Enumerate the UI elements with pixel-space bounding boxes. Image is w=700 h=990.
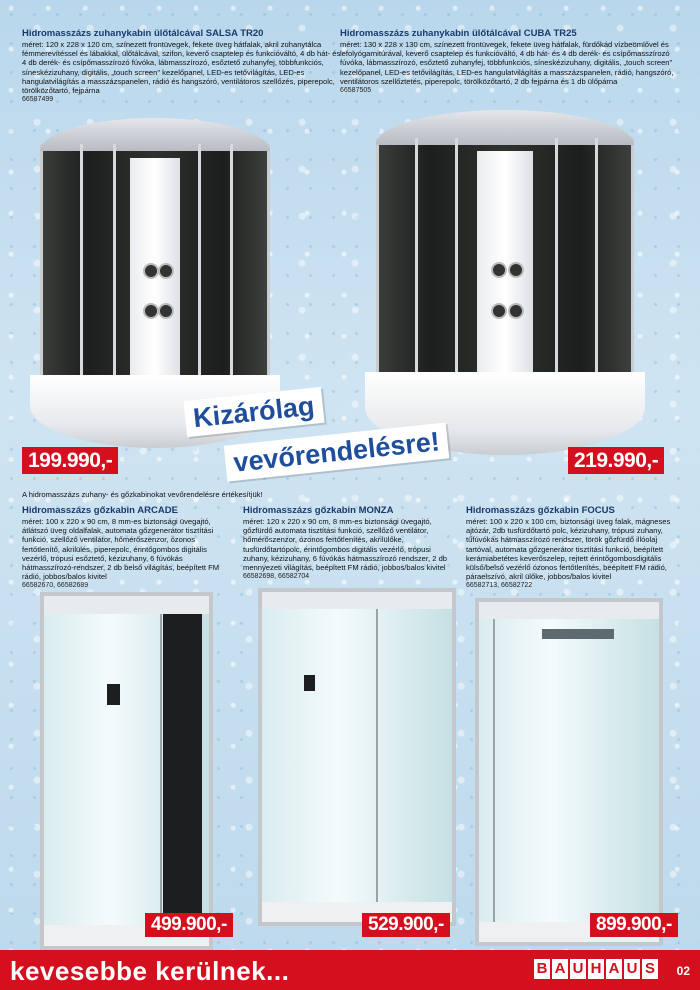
product-code: 66587505 <box>340 87 372 95</box>
price-tag: 529.900,- <box>362 913 450 937</box>
product-cuba-description <box>340 28 676 95</box>
product-arcade-description <box>22 505 227 591</box>
product-title: Hidromasszázs zuhanykabin ülőtálcával SALSA TR20 <box>22 28 264 39</box>
product-focus-description <box>466 505 681 591</box>
focus-cabin-image <box>475 598 663 946</box>
price-tag: 199.990,- <box>22 447 118 474</box>
bauhaus-logo <box>534 959 658 979</box>
product-title: Hidromasszázs zuhanykabin ülőtálcával CUBA TR25 <box>340 28 577 39</box>
logo-letter: B <box>534 959 550 979</box>
logo-letter: U <box>624 959 640 979</box>
product-title: Hidromasszázs gőzkabin MONZA <box>243 505 394 516</box>
price-tag: 499.900,- <box>145 913 233 937</box>
product-code: 66582698, 66582704 <box>243 573 310 581</box>
price-tag: 219.990,- <box>568 447 664 474</box>
product-specs: méret: 120 x 220 x 90 cm, 8 mm-es biztonsági üvegajtó, gőzfürdő automata tisztítási funkció, szellőző ventilátor, hőmérőszenzor, ózonos fertőtlenítés, akrilülőke, tusfürdőtartópolc, érintőgombos digitális vezérlő, trópusi zuhany, kézizuhany, 6 fúvókás hátmasszírozó rendszer, 2 db mennyezeti világítás, beépített FM rádió, jobbos/balos kivitel <box>243 517 448 573</box>
product-code: 66587499 <box>22 96 54 104</box>
logo-letter: A <box>552 959 568 979</box>
promo-banner <box>185 390 442 478</box>
logo-letter: A <box>606 959 622 979</box>
product-specs: méret: 120 x 228 x 120 cm, színezett frontüvegek, fekete üveg hátfalak, akril zuhanytálca fémmerevítéssel és lábakkal, ülőtálcával, szifon, keverő csaptelep és funkcióváltó, 4 db hát- és 4 db derék- és csípőmasszírozó fúvóka, lábmasszírozó, esőztető zuhanyfej, többfunkciós, síneskézizuhany, digitális, „touch screen" kezelőpanel, LED-es tetővilágítás, LED-es hangulatvilágítás a masszázspanelen, rádió és hangszóró, ventilátoros szellőzés, piperepolc, törölközőtartó, fejpárna <box>22 40 341 96</box>
product-title: Hidromasszázs gőzkabin ARCADE <box>22 505 178 516</box>
footer-slogan: kevesebbe kerülnek... <box>10 956 290 986</box>
product-specs: méret: 100 x 220 x 90 cm, 8 mm-es biztonsági üvegajtó, átlátszó üveg oldalfalak, automata gőzgenerátor tisztítási funkció, szellőző ventilátor, hőmérőszenzor, ózonos fertőtlenítő, akrilülés, piperepolc, érintőgombos digitális vezérlő, trópusi esőztető, kézizuhany, 6 fúvókás hátmasszírozó-rendszer, 2 db belső világítás, beépített FM rádió, jobbos/balos kivitel <box>22 517 220 582</box>
promo-line-1: Kizárólag <box>183 387 324 437</box>
price-tag: 899.900,- <box>590 913 678 937</box>
promo-line-2: vevőrendelésre! <box>224 422 450 481</box>
logo-letter: U <box>570 959 586 979</box>
product-code: 66582713, 66582722 <box>466 582 533 590</box>
monza-cabin-image <box>258 588 456 926</box>
product-title: Hidromasszázs gőzkabin FOCUS <box>466 505 615 516</box>
product-code: 66582670, 66582689 <box>22 582 89 590</box>
arcade-cabin-image <box>40 592 213 950</box>
logo-letter: S <box>642 959 658 979</box>
footer-bar <box>0 950 700 990</box>
page-number: 02 <box>676 964 690 978</box>
order-notice: A hidromasszázs zuhany- és gőzkabinokat vevőrendelésre értékesítjük! <box>22 490 263 499</box>
product-salsa-description <box>22 28 342 104</box>
product-specs: méret: 100 x 220 x 100 cm, biztonsági üveg falak, mágneses ajtózár, 2db tusfürdőtartó polc, kézizuhany, trópusi zuhany, tűfúvókás hátmasszírozó rendszer, török gőzfürdő illóolaj tartóval, automata gőzgenerátor tisztítási funkció, beépített kerámiabetétes keverőszelep, rejtett érintőgombosdigitális külső/belső vezérlő ózonos fertőtlenítés, beépített FM rádió, páraelszívó, akril ülőke, jobbos/balos kivitel <box>466 517 671 582</box>
product-specs: méret: 130 x 228 x 130 cm, színezett frontüvegek, fekete üveg hátfalak, fürdőkád vízbeömlővel és lefolyógarnitúrával, keverő csaptelep és funkcióváltó, 4 db hát- és 4 db derék- és csípőmasszírozó fúvóka, lábmasszírozó, esőztető zuhanyfej, többfunkciós, síneskézizuhany, digitális, „touch screen" kezelőpanel, LED-es tetővilágítás, LED-es hangulatvilágítás a masszázspanelen, rádió, hangszóró, ventilátoros szellőztetés, piperepolc, törölközőtartó, 2 db fejpárna és 1 db ülőpárna <box>340 40 674 86</box>
product-monza-description <box>243 505 458 581</box>
logo-letter: H <box>588 959 604 979</box>
